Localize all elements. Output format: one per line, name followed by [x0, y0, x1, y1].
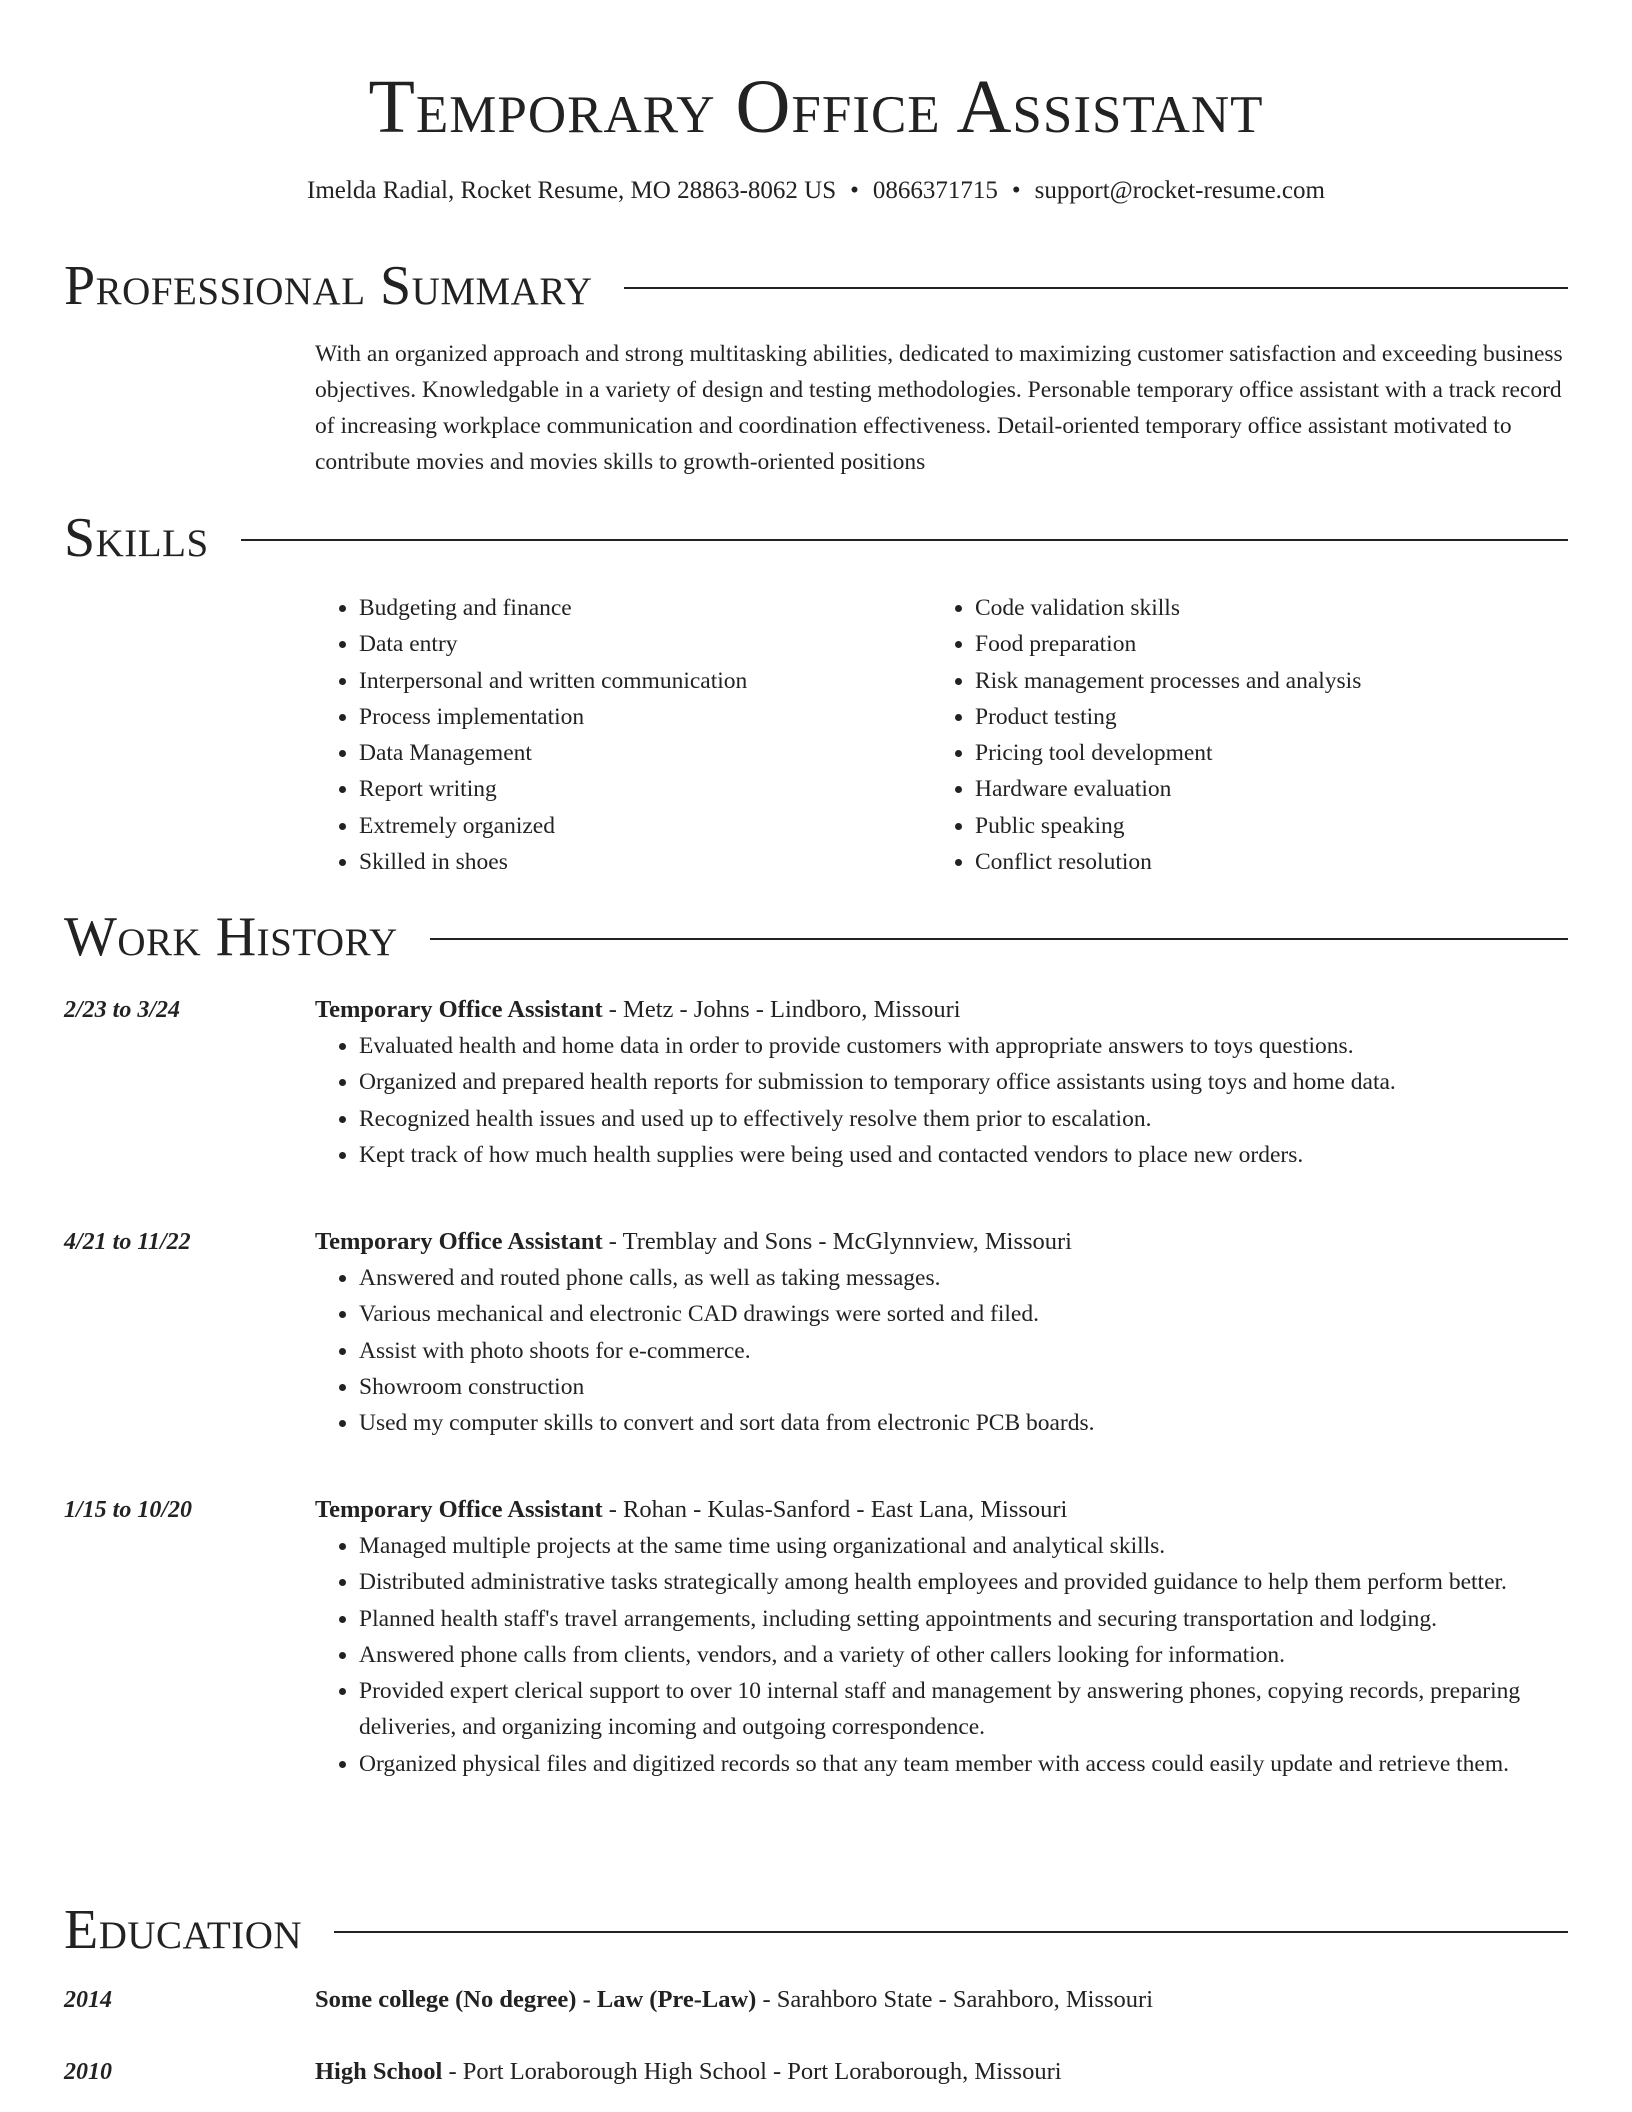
job-title: Temporary Office Assistant	[315, 996, 603, 1023]
section-divider	[241, 539, 1568, 541]
job-details: - Tremblay and Sons - McGlynnview, Missouri	[602, 1228, 1072, 1255]
list-item: • Budgeting and finance	[359, 590, 915, 626]
section-divider	[624, 287, 1568, 289]
section-divider	[430, 938, 1568, 940]
list-item: • Used my computer skills to convert and sort data from electronic PCB boards.	[359, 1405, 1568, 1441]
education-details: - Port Loraborough High School - Port Loraborough, Missouri	[442, 2058, 1062, 2085]
education-year: 2014	[64, 1987, 112, 2013]
education-heading	[315, 2054, 1568, 2090]
list-item: • Conflict resolution	[975, 844, 1531, 880]
education-heading	[315, 1982, 1568, 2018]
contact-separator: •	[850, 177, 859, 204]
list-item: • Evaluated health and home data in order to provide customers with appropriate answers to toys questions.	[359, 1028, 1568, 1064]
list-item: • Extremely organized	[359, 808, 915, 844]
list-item: • Planned health staff's travel arrangements, including setting appointments and securing transportation and lodging.	[359, 1601, 1568, 1637]
job-bullets	[315, 1028, 1568, 1173]
list-item: • Recognized health issues and used up to effectively resolve them prior to escalation.	[359, 1101, 1568, 1137]
job-title: Temporary Office Assistant	[315, 1496, 603, 1523]
education-details: - Sarahboro State - Sarahboro, Missouri	[756, 1986, 1154, 2013]
list-item: • Data Management	[359, 735, 915, 771]
job-bullets	[315, 1528, 1568, 1782]
job-dates: 4/21 to 11/22	[64, 1229, 191, 1255]
education-entry	[315, 2054, 1568, 2090]
section-title: Skills	[64, 507, 209, 569]
list-item: • Code validation skills	[975, 590, 1531, 626]
list-item: • Organized and prepared health reports for submission to temporary office assistants using toys and home data.	[359, 1064, 1568, 1100]
list-item: • Distributed administrative tasks strategically among health employees and provided guidance to help them perform better.	[359, 1564, 1568, 1600]
list-item: • Showroom construction	[359, 1369, 1568, 1405]
list-item: • Product testing	[975, 699, 1531, 735]
contact-phone: 0866371715	[872, 177, 998, 204]
list-item: • Process implementation	[359, 699, 915, 735]
skills-column-right	[931, 590, 1531, 880]
job-entry	[315, 1492, 1568, 1782]
list-item: • Data entry	[359, 626, 915, 662]
list-item: • Hardware evaluation	[975, 771, 1531, 807]
list-item: • Kept track of how much health supplies were being used and contacted vendors to place new orders.	[359, 1137, 1568, 1173]
list-item: • Answered phone calls from clients, vendors, and a variety of other callers looking for information.	[359, 1637, 1568, 1673]
job-details: - Rohan - Kulas-Sanford - East Lana, Missouri	[602, 1496, 1068, 1523]
list-item: • Organized physical files and digitized records so that any team member with access could easily update and retrieve them.	[359, 1746, 1568, 1782]
list-item: • Public speaking	[975, 808, 1531, 844]
contact-line	[0, 174, 1632, 208]
job-details: - Metz - Johns - Lindboro, Missouri	[602, 996, 961, 1023]
education-entry	[315, 1982, 1568, 2018]
contact-email: support@rocket-resume.com	[1034, 177, 1325, 204]
list-item: • Various mechanical and electronic CAD drawings were sorted and filed.	[359, 1296, 1568, 1332]
section-title: Professional Summary	[64, 255, 593, 317]
job-bullets	[315, 1260, 1568, 1441]
summary-text: With an organized approach and strong multitasking abilities, dedicated to maximizing customer satisfaction and exceeding business objectives. Knowledgable in a variety of design and testing methodologies. Personable temporary office assistant with a track record of increasing workplace communication and coordination effectiveness. Detail-oriented temporary office assistant motivated to contribute movies and movies skills to growth-oriented positions	[315, 341, 1563, 475]
section-title: Education	[64, 1899, 303, 1961]
section-summary-heading	[64, 256, 1568, 316]
job-heading	[315, 1492, 1568, 1528]
job-entry	[315, 992, 1568, 1173]
list-item: • Assist with photo shoots for e-commerce.	[359, 1333, 1568, 1369]
list-item: • Skilled in shoes	[359, 844, 915, 880]
skills-list	[931, 590, 1531, 880]
resume-title: Temporary Office Assistant	[368, 65, 1264, 149]
section-skills-heading	[64, 508, 1568, 568]
section-work-heading	[64, 907, 1568, 967]
education-year: 2010	[64, 2059, 112, 2085]
contact-separator: •	[1011, 177, 1021, 204]
list-item: • Interpersonal and written communication	[359, 663, 915, 699]
job-dates: 1/15 to 10/20	[64, 1497, 193, 1523]
education-degree: Some college (No degree) - Law (Pre-Law)	[315, 1986, 757, 2013]
section-divider	[334, 1931, 1568, 1933]
job-heading	[315, 1224, 1568, 1260]
list-item: • Risk management processes and analysis	[975, 663, 1531, 699]
list-item: • Food preparation	[975, 626, 1531, 662]
skills-list	[315, 590, 915, 880]
list-item: • Answered and routed phone calls, as well as taking messages.	[359, 1260, 1568, 1296]
list-item: • Managed multiple projects at the same time using organizational and analytical skills.	[359, 1528, 1568, 1564]
job-title: Temporary Office Assistant	[315, 1228, 603, 1255]
summary-block	[315, 336, 1568, 480]
list-item: • Provided expert clerical support to over 10 internal staff and management by answering phones, copying records, preparing deliveries, and organizing incoming and outgoing correspondence.	[359, 1673, 1568, 1746]
section-title: Work History	[64, 906, 398, 968]
section-education-heading	[64, 1900, 1568, 1960]
contact-address: Imelda Radial, Rocket Resume, MO 28863-8062 US	[307, 177, 837, 204]
list-item: • Report writing	[359, 771, 915, 807]
education-degree: High School	[315, 2058, 443, 2085]
job-entry	[315, 1224, 1568, 1441]
list-item: • Pricing tool development	[975, 735, 1531, 771]
skills-column-left	[315, 590, 915, 880]
job-heading	[315, 992, 1568, 1028]
job-dates: 2/23 to 3/24	[64, 997, 181, 1023]
